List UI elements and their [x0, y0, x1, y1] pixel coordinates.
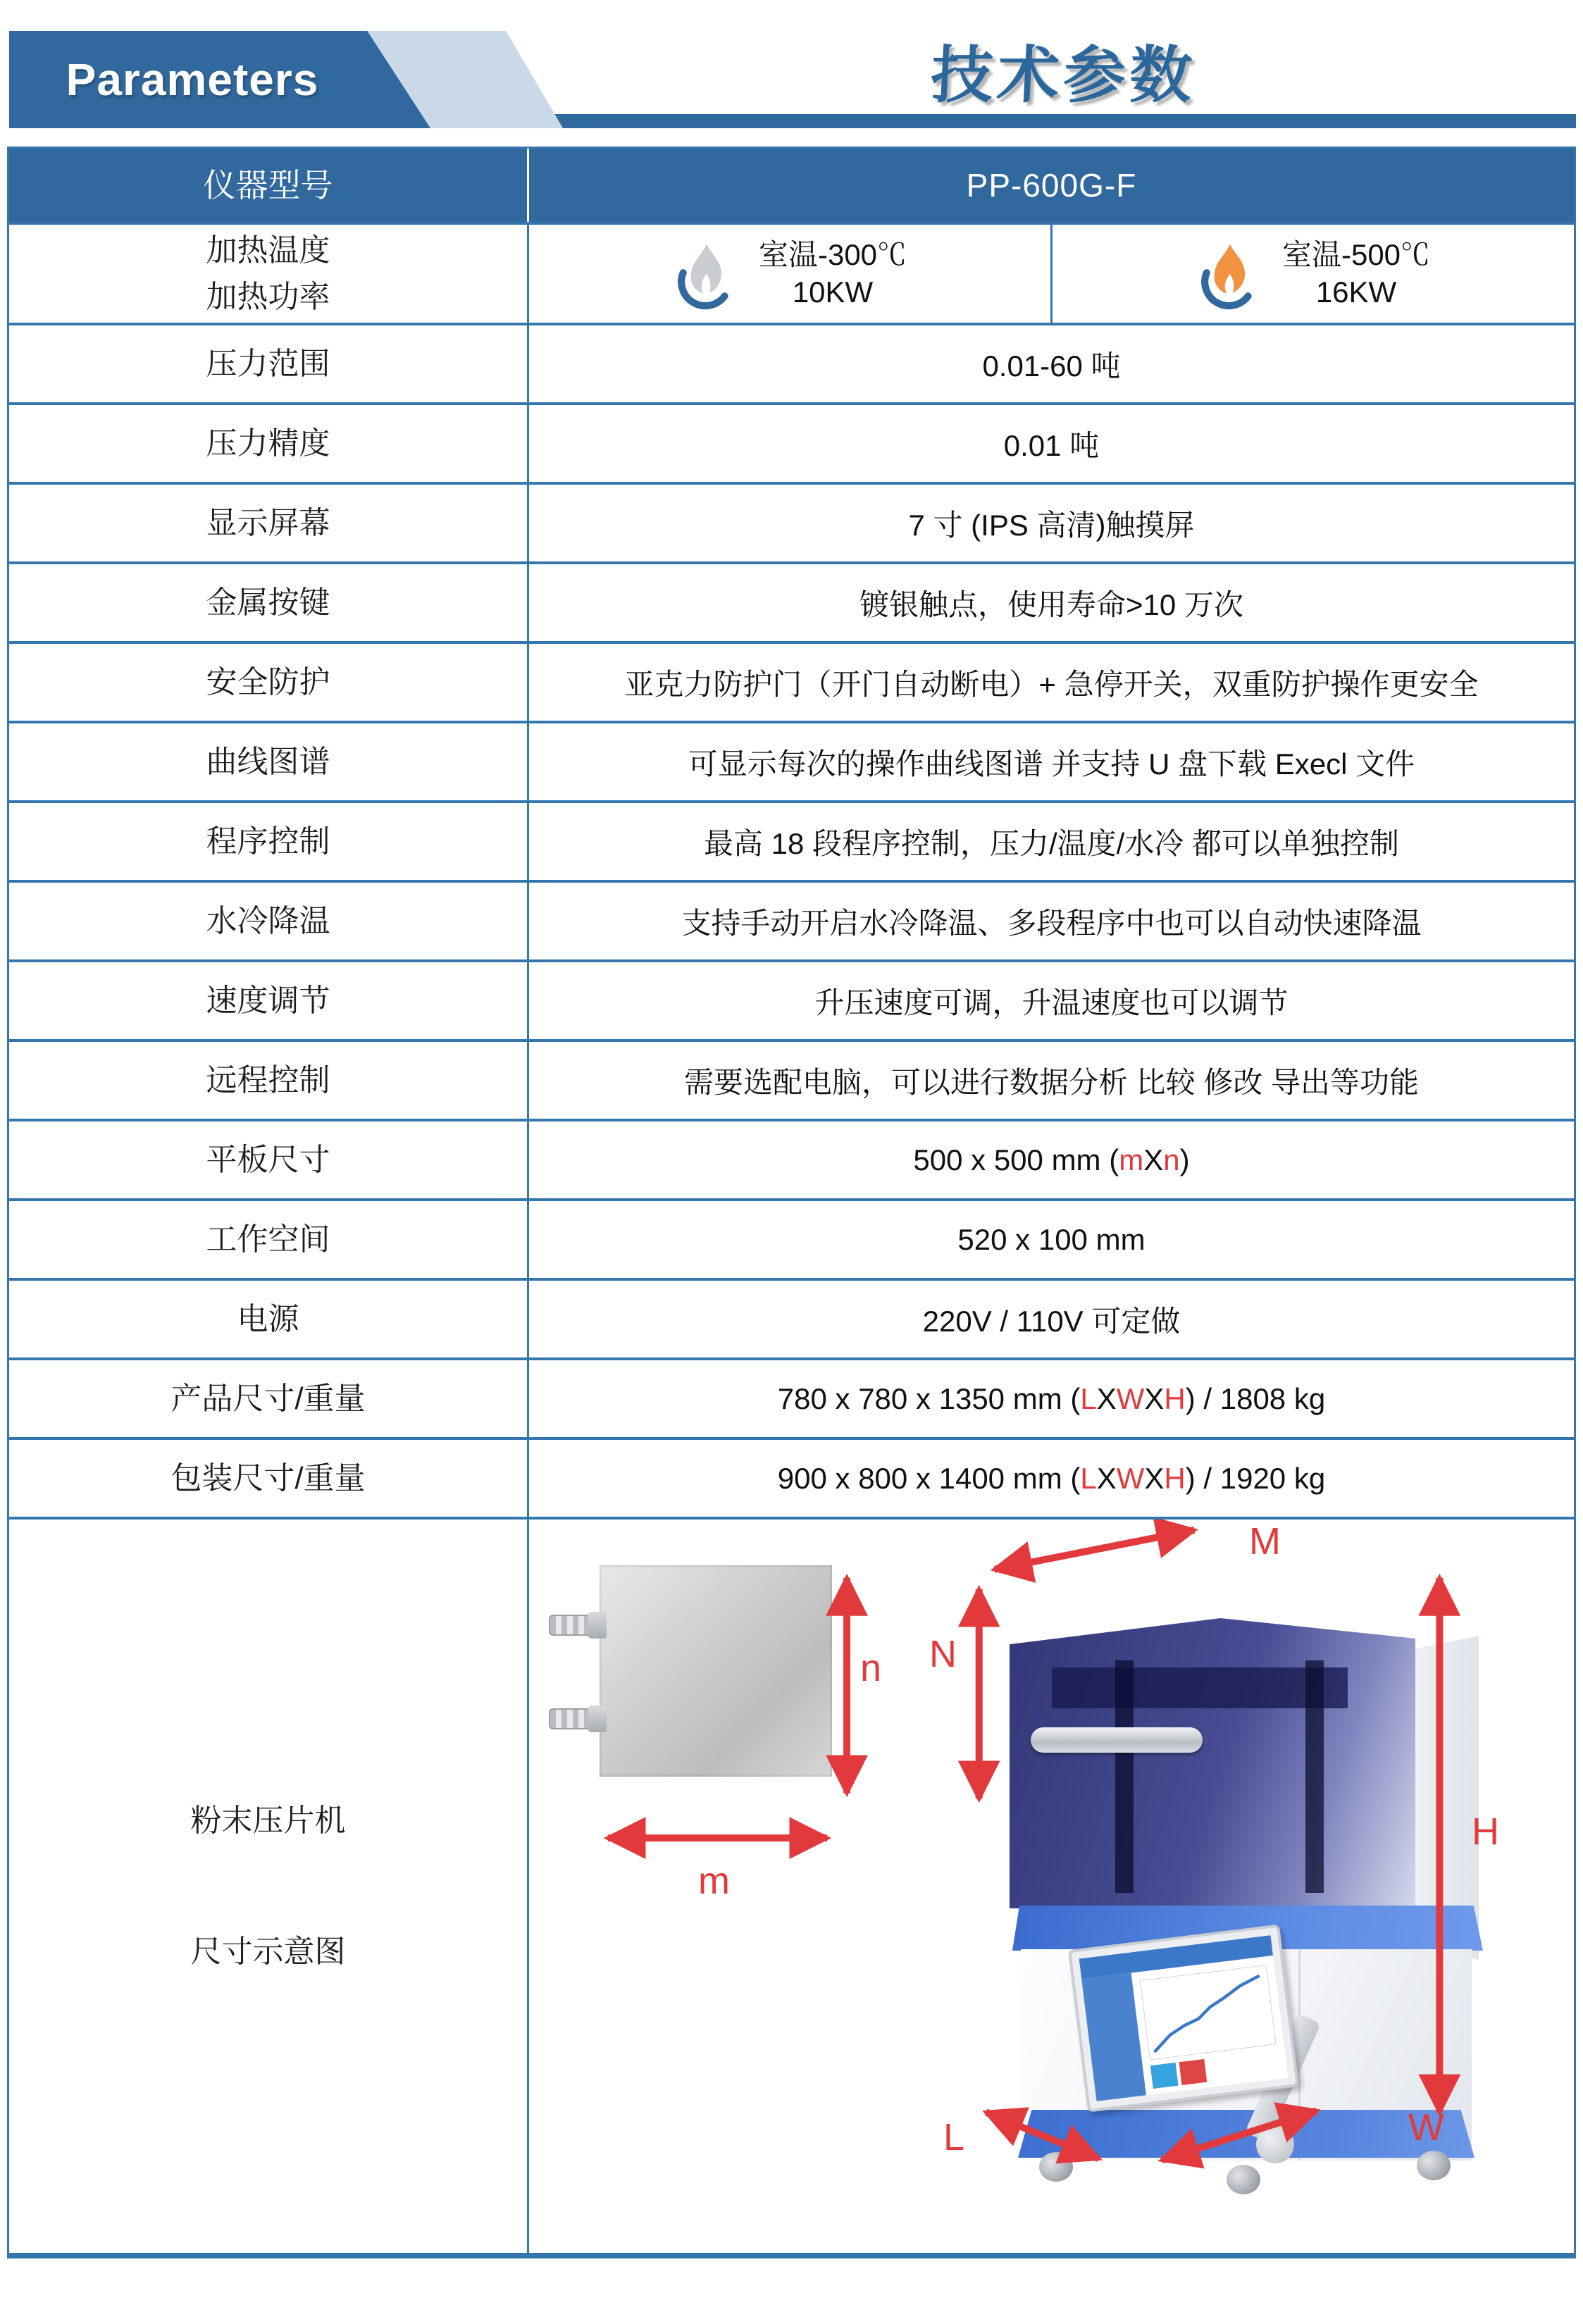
spec-row [9, 1357, 1574, 1437]
touchscreen-ui [1079, 1935, 1289, 2101]
spec-row-value: 镀银触点，使用寿命>10 万次 [859, 588, 1243, 621]
banner-title-zh: 技术参数 [929, 40, 1198, 110]
spec-row [9, 721, 1574, 800]
spec-row-label: 程序控制 [9, 803, 529, 880]
spec-row-value: 500 x 500 mm ( m X n ) [913, 1143, 1190, 1176]
monitor-arm-joint [1256, 2125, 1294, 2163]
machine-base [1018, 2110, 1475, 2158]
spec-row-value: 520 x 100 mm [957, 1222, 1146, 1256]
press-beam [1052, 1667, 1348, 1708]
dimension-diagram [529, 1520, 1574, 2253]
spec-row [9, 641, 1574, 721]
heating-row [9, 222, 1574, 323]
spec-row [9, 880, 1574, 959]
table-header-row [9, 149, 1574, 222]
water-fitting-icon [549, 1708, 604, 1729]
caster-wheel [1417, 2151, 1451, 2180]
heating-label-line2: 加热功率 [206, 279, 330, 314]
spec-row-value: 最高 18 段程序控制，压力/温度/水冷 都可以单独控制 [703, 826, 1400, 860]
heating-power-low: 10KW [792, 275, 874, 309]
diagram-row [9, 1517, 1574, 2253]
diagram-caption-line1: 粉末压片机 [190, 1803, 346, 1838]
water-fitting-icon [549, 1615, 604, 1636]
diagram-caption-line2: 尺寸示意图 [190, 1934, 346, 1969]
spec-row-label: 压力范围 [9, 325, 529, 402]
press-plate-image [600, 1565, 832, 1777]
spec-row-label: 水冷降温 [9, 883, 529, 959]
banner-rule [451, 114, 1576, 128]
screen-start-button [1150, 2063, 1178, 2089]
dim-label-N: N [929, 1633, 957, 1675]
caster-wheel [1227, 2165, 1260, 2194]
spec-row [9, 1278, 1574, 1357]
spec-row-label: 远程控制 [9, 1042, 529, 1119]
banner-title-en: Parameters [66, 54, 319, 105]
dim-label-n: n [860, 1647, 882, 1689]
heating-label [9, 225, 529, 323]
spec-row [9, 1198, 1574, 1278]
spec-row-label: 金属按键 [9, 564, 529, 641]
press-pillar [1115, 1660, 1134, 1893]
model-value: PP-600G-F [966, 167, 1137, 204]
spec-row-value: 升压速度可调，升温速度也可以调节 [814, 986, 1289, 1019]
screen-curve-chart [1140, 1965, 1276, 2060]
flame-gray-icon [673, 237, 738, 311]
spec-row-value: 亚克力防护门（开门自动断电）+ 急停开关，双重防护操作更安全 [624, 667, 1479, 701]
spec-row-value: 7 寸 (IPS 高清)触摸屏 [908, 508, 1195, 542]
spec-row [9, 800, 1574, 880]
heating-label-line1: 加热温度 [206, 232, 330, 268]
spec-row [9, 402, 1574, 482]
diagram-caption [9, 1520, 529, 2253]
spec-row-label: 曲线图谱 [9, 723, 529, 800]
spec-row-value: 可显示每次的操作曲线图谱 并支持 U 盘下载 Execl 文件 [688, 747, 1415, 781]
heating-temp-high: 室温-500℃ [1281, 238, 1431, 271]
heating-values [529, 225, 1574, 323]
spec-row [9, 959, 1574, 1039]
machine-acrylic-cover [1010, 1618, 1415, 1908]
spec-row-label: 安全防护 [9, 644, 529, 721]
spec-row-value: 0.01 吨 [1003, 428, 1100, 462]
spec-row-value: 780 x 780 x 1350 mm ( L X W X H ) / 1808 kg [777, 1381, 1326, 1415]
dim-label-W: W [1408, 2106, 1444, 2149]
dim-label-H: H [1472, 1810, 1499, 1853]
spec-row-value: 支持手动开启水冷降温、多段程序中也可以自动快速降温 [681, 906, 1422, 940]
screen-stop-button [1179, 2059, 1207, 2085]
spec-row-label: 工作空间 [9, 1201, 529, 1278]
dim-label-M: M [1249, 1520, 1281, 1562]
dim-label-L: L [943, 2116, 965, 2158]
spec-row-label: 速度调节 [9, 962, 529, 1039]
spec-row-value: 900 x 800 x 1400 mm ( L X W X H ) / 1920 kg [777, 1461, 1326, 1495]
heating-temp-low: 室温-300℃ [758, 238, 907, 271]
spec-row [9, 1039, 1574, 1119]
spec-row [9, 482, 1574, 561]
spec-row-label: 压力精度 [9, 405, 529, 482]
spec-row-label: 包装尺寸/重量 [9, 1440, 529, 1517]
cover-handle [1031, 1727, 1203, 1753]
spec-row-label: 显示屏幕 [9, 485, 529, 561]
spec-row-value: 需要选配电脑，可以进行数据分析 比较 修改 导出等功能 [683, 1065, 1419, 1099]
spec-row [9, 561, 1574, 641]
caster-wheel [1039, 2152, 1073, 2182]
heating-option-low [529, 225, 1050, 323]
heating-option-high [1050, 225, 1574, 323]
spec-row-label: 平板尺寸 [9, 1121, 529, 1198]
heating-power-high: 16KW [1315, 275, 1397, 309]
spec-rows [9, 323, 1574, 1517]
spec-row [9, 323, 1574, 402]
dim-label-m: m [698, 1860, 730, 1902]
spec-row [9, 1119, 1574, 1198]
press-pillar [1305, 1660, 1324, 1893]
spec-row-value: 220V / 110V 可定做 [922, 1304, 1181, 1338]
screen-sidebar [1081, 1972, 1146, 2101]
spec-row [9, 1437, 1574, 1517]
touchscreen-monitor [1068, 1924, 1299, 2112]
flame-orange-icon [1196, 237, 1261, 311]
spec-row-label: 产品尺寸/重量 [9, 1360, 529, 1437]
spec-table [7, 147, 1576, 2258]
spec-row-value: 0.01-60 吨 [982, 349, 1121, 383]
model-label: 仪器型号 [9, 149, 529, 222]
spec-row-label: 电源 [9, 1281, 529, 1357]
